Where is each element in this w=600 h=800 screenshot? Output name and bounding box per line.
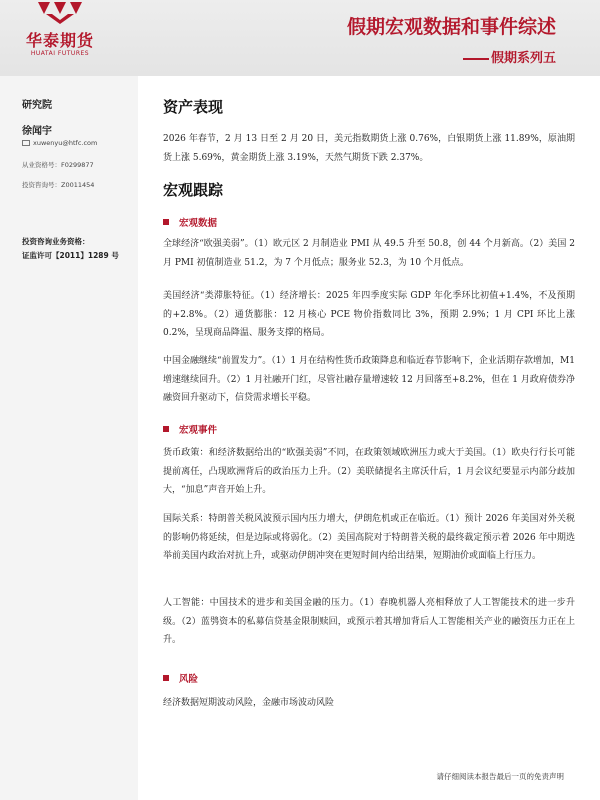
analyst-email[interactable] <box>22 139 97 147</box>
square-bullet-icon <box>163 675 169 681</box>
huatai-logo-icon <box>36 0 84 26</box>
subsection-title-macro-data <box>163 215 217 229</box>
envelope-icon <box>22 140 30 146</box>
qualification-number: 从业资格号：F0299877 <box>22 161 94 169</box>
department-label: 研究院 <box>22 100 52 111</box>
analyst-email-text: xuwenyu@htfc.com <box>33 139 98 147</box>
subsection-title-risk-label: 风险 <box>179 674 199 685</box>
report-series <box>463 47 556 66</box>
subsection-title-macro-events-label: 宏观事件 <box>179 425 218 436</box>
cert-label: 投资咨询业务资格： <box>22 237 90 246</box>
logo-english-name: HUATAI FUTURES <box>30 50 90 57</box>
logo-name: 华泰期货 <box>25 31 94 50</box>
subsection-title-macro-events <box>163 422 217 436</box>
analyst-name: 徐闻宇 <box>22 126 52 137</box>
series-dash <box>463 58 489 60</box>
square-bullet-icon <box>163 426 169 432</box>
macro-data-paragraph: 美国经济“类滞胀特征。（1）经济增长：2025 年四季度实际 GDP 年化季环比初值+1.4%，不及预期的+2.8%。（2）通货膨胀：12 月核心 PCE 物价指数同比 3%，预期 2.9%；1 月 CPI 环比上涨 0.2%，呈现商品降温、服务支撑的格局。 <box>163 291 575 338</box>
macro-events-paragraph: 国际关系：特朗普关税风波预示国内压力增大，伊朗危机或正在临近。（1）预计 2026 年美国对外关税的影响仍将延续，但是边际或将弱化。（2）美国高院对于特朗普关税的最终裁定预示着 2026 年中期选举前美国内政治对抗上升，或驱动伊朗冲突在更短时间内给出结果，短期油价或面临上行压力。 <box>163 514 575 561</box>
section-title-asset-performance: 资产表现 <box>163 98 224 116</box>
risk-text: 经济数据短期波动风险，金融市场波动风险 <box>163 698 335 708</box>
macro-events-paragraph: 人工智能：中国技术的进步和美国金融的压力。（1）春晚机器人亮相释放了人工智能技术的进一步升级。（2）蓝鸮资本的私募信贷基金限制赎回，或预示着其增加背后人工智能相关产业的融资压力正在上升。 <box>163 598 575 645</box>
report-header <box>0 0 600 76</box>
square-bullet-icon <box>163 219 169 225</box>
subsection-title-risk <box>163 671 198 685</box>
macro-data-paragraph: 中国金融继续“前置发力”。（1）1 月在结构性货币政策降息和临近春节影响下，企业活期存款增加，M1 增速继续回升。（2）1 月社融开门红，尽管社融存量增速较 12 月回落至+8.2%，但在 1 月政府债券净融资回升驱动下，信贷需求增长平稳。 <box>163 356 575 403</box>
report-series-label: 假期系列五 <box>490 51 556 66</box>
subsection-title-macro-data-label: 宏观数据 <box>179 218 218 229</box>
asset-performance-text: 2026 年春节，2 月 13 日至 2 月 20 日，美元指数期货上涨 0.76%，白银期货上涨 11.89%，原油期货上涨 5.69%，黄金期货上涨 3.19%，天然气期货下跌 2.37%。 <box>163 134 575 163</box>
macro-data-paragraph: 全球经济“欧强美弱”。（1）欧元区 2 月制造业 PMI 从 49.5 升至 50.8，创 44 个月新高。（2）美国 2 月 PMI 初值制造业 51.2，为 7 个月低点；服务业 52.3，为 10 个月低点。 <box>163 239 575 268</box>
cert-value: 证监许可【2011】1289 号 <box>22 251 119 260</box>
disclaimer-note: 请仔细阅读本报告最后一页的免责声明 <box>436 772 564 781</box>
company-logo <box>20 0 100 60</box>
section-title-macro-tracking: 宏观跟踪 <box>163 181 224 199</box>
macro-events-paragraph: 货币政策：和经济数据给出的“欧强美弱”不同，在政策领域欧洲压力或大于美国。（1）欧央行行长可能提前离任，凸现欧洲背后的政治压力上升。（2）美联储提名主席沃什后，1 月会议纪要显示内部分歧加大，“加息”声音开始上升。 <box>163 448 575 495</box>
report-title: 假期宏观数据和事件综述 <box>346 16 556 38</box>
consulting-number: 投资咨询号：Z0011454 <box>22 181 95 189</box>
analyst-sidebar <box>0 76 138 800</box>
